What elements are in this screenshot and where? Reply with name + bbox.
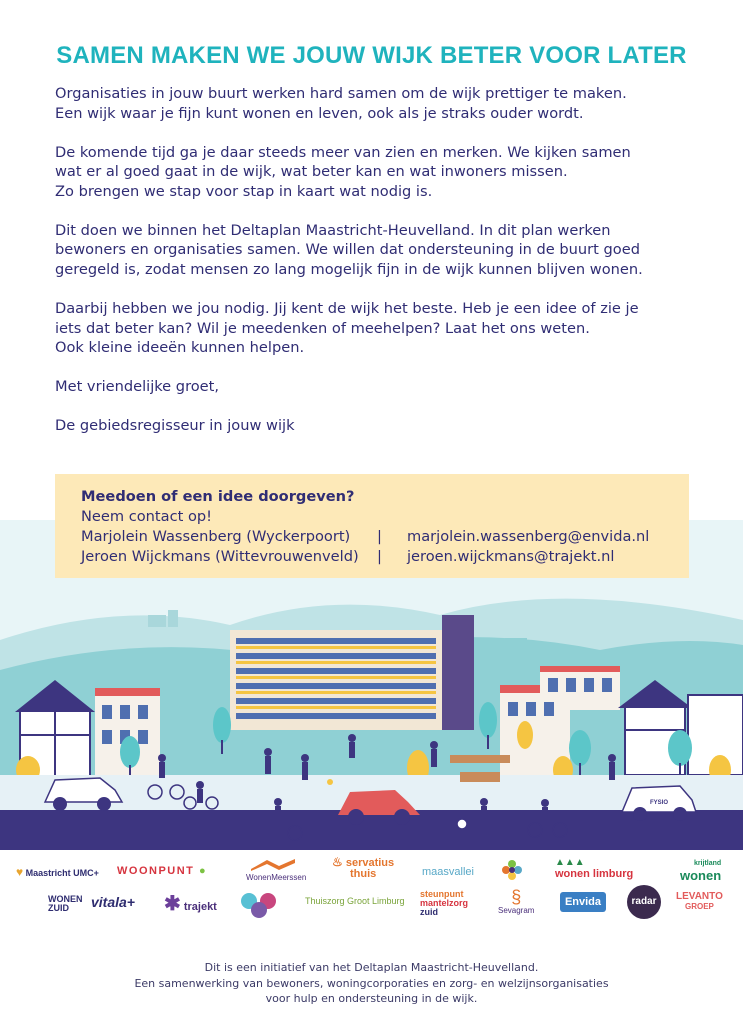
letter-body	[55, 84, 705, 455]
zio-circles-icon	[240, 892, 278, 918]
contact-name: Marjolein Wassenberg (Wyckerpoort)	[81, 528, 351, 545]
sevagram-swirl-icon: §	[511, 887, 522, 907]
logo-trajekt: ✱ trajekt	[164, 893, 217, 915]
paragraph-call-to-action: Daarbij hebben we jou nodig. Jij kent de wijk het beste. Heb je een idee of zie je iets dat beter kan? Wil je meedenken of meehelpen? Laat het ons weten. Ook kleine ideeën kunnen helpen.	[55, 299, 639, 357]
logo-zio	[240, 892, 278, 918]
woonpunt-dot-icon: ●	[198, 865, 208, 877]
contact-separator: |	[377, 548, 382, 565]
paragraph-deltaplan: Dit doen we binnen het Deltaplan Maastricht-Heuvelland. In dit plan werken bewoners en organisaties samen. We willen dat ondersteuning in de buurt goed geregeld is, zodat mensen zo lang mogelijk fijn in de wijk kunnen blijven wonen.	[55, 221, 643, 278]
paragraph-intro: Organisaties in jouw buurt werken hard samen om de wijk prettiger te maken. Een wijk waar je fijn kunt wonen en leven, ook als je straks ouder wordt.	[55, 85, 627, 122]
logo-wonen-limburg: ▲▲▲ wonen limburg	[555, 857, 634, 880]
contact-heading: Meedoen of een idee doorgeven?	[81, 488, 355, 505]
greeting: Met vriendelijke groet,	[55, 378, 220, 396]
logo-steunpunt-mantelzorg: steunpunt mantelzorg zuid	[420, 889, 469, 917]
page-title: SAMEN MAKEN WE JOUW WIJK BETER VOOR LATER	[56, 42, 687, 69]
logo-maasvallei: maasvallei	[422, 866, 474, 878]
contact-email[interactable]: marjolein.wassenberg@envida.nl	[407, 528, 650, 545]
logo-wonen-meerssen: WonenMeerssen	[246, 857, 300, 882]
logo-maastricht-umc: ♥ Maastricht UMC+	[16, 865, 99, 879]
logo-vitalat: vitala+	[91, 894, 135, 910]
logo-levanto-groep: LEVANTO GROEP	[676, 891, 723, 911]
paragraph-coming-time: De komende tijd ga je daar steeds meer van zien en merken. We kijken samen wat er al goed gaat in de wijk, wat beter kan en wat inwoners missen. Zo brengen we stap voor stap in kaart wat nodig is.	[55, 143, 631, 200]
logo-radar: radar	[627, 885, 661, 919]
contact-row	[81, 547, 689, 567]
servatius-flame-icon: ♨	[332, 855, 343, 869]
logo-mosaic	[501, 859, 523, 886]
contact-separator: |	[377, 528, 382, 545]
logo-sevagram: § Sevagram	[498, 887, 535, 915]
logo-servatius-thuis: ♨ servatius thuis	[332, 855, 395, 880]
footer-text: Dit is een initiatief van het Deltaplan Maastricht-Heuvelland. Een samenwerking van bewoners, woningcorporaties en zorg- en welzijnsorganisaties voor hulp en ondersteuning in de wijk.	[134, 961, 609, 1005]
trajekt-star-icon: ✱	[164, 893, 181, 915]
partner-logos	[0, 852, 743, 932]
wonenmeerssen-roof-icon	[249, 857, 297, 871]
logo-thuiszorg-groot-limburg: Thuiszorg Groot Limburg	[305, 896, 405, 906]
mumc-mark-icon: ♥	[16, 865, 24, 879]
contact-row	[81, 527, 689, 547]
contact-email[interactable]: jeroen.wijckmans@trajekt.nl	[407, 548, 615, 565]
contact-box	[55, 474, 689, 578]
logo-woonpunt: WOONPUNT ●	[117, 865, 208, 877]
contact-subheading: Neem contact op!	[81, 508, 213, 525]
logo-wonen-zuid: WONEN ZUID	[48, 894, 83, 913]
logo-envida: Envida	[560, 892, 606, 912]
wonenlimburg-houses-icon: ▲▲▲	[555, 857, 585, 868]
contact-name: Jeroen Wijckmans (Wittevrouwenveld)	[81, 548, 359, 565]
van-label: FYSIO	[650, 800, 669, 806]
mosaic-flower-icon	[501, 859, 523, 881]
logo-krijtland-wonen: krijtland wonen	[680, 860, 722, 883]
signature: De gebiedsregisseur in jouw wijk	[55, 417, 295, 435]
